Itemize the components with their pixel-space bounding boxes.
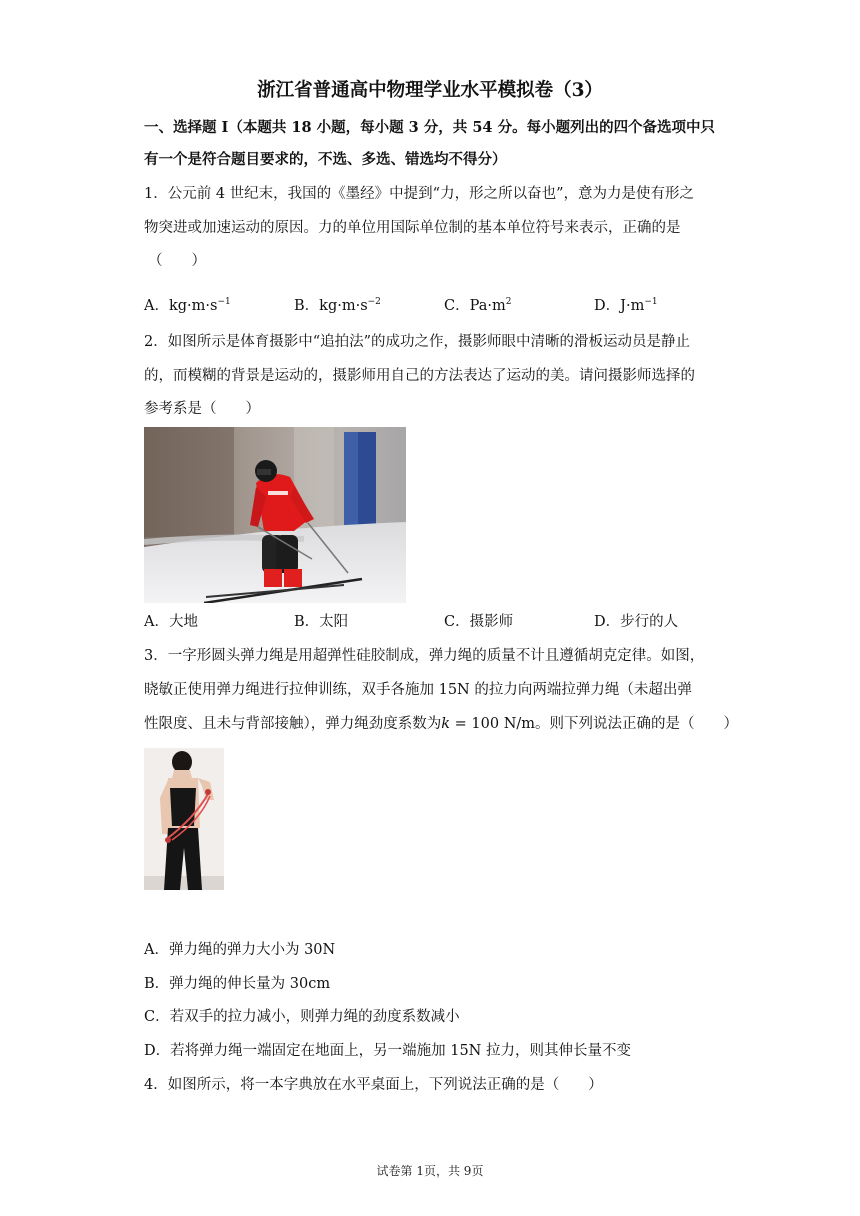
q3-text-line-2: 晓敏正使用弹力绳进行拉伸训练，双手各施加 15N 的拉力向两端拉弹力绳（未超出弹 <box>144 682 692 698</box>
stretch-band-photo <box>144 748 224 890</box>
k-variable: k <box>441 716 451 732</box>
q1-text-line-2: 物突进或加速运动的原因。力的单位用国际单位制的基本单位符号来表示，正确的是 <box>144 220 681 236</box>
q3-option-d: D．若将弹力绳一端固定在地面上，另一端施加 15N 拉力，则其伸长量不变 <box>144 1043 631 1059</box>
q3-option-c: C．若双手的拉力减小，则弹力绳的劲度系数减小 <box>144 1009 460 1025</box>
q1-option-b: B．$kg\cdot m\cdot s^{-2}$ <box>294 297 381 314</box>
q2-text-line-2: 的，而模糊的背景是运动的，摄影师用自己的方法表达了运动的美。请问摄影师选择的 <box>144 368 695 384</box>
q2-text-line-1: 2．如图所示是体育摄影中“追拍法”的成功之作，摄影师眼中清晰的滑板运动员是静止 <box>144 334 691 350</box>
section-heading-line-2: 有一个是符合题目要求的，不选、多选、错选均不得分） <box>144 151 507 168</box>
q3-option-b: B．弹力绳的伸长量为 30cm <box>144 976 331 992</box>
q3-option-a: A．弹力绳的弹力大小为 30N <box>144 942 336 958</box>
q2-text-line-3: 参考系是（ ） <box>144 401 260 417</box>
q2-option-b: B．太阳 <box>294 614 349 630</box>
q1-text-line-3: （ ） <box>148 253 206 269</box>
q2-option-a: A．大地 <box>144 614 198 630</box>
skier-photo <box>144 427 406 603</box>
q1-option-a: A．$kg\cdot m\cdot s^{-1}$ <box>144 297 231 314</box>
q1-option-c: C．$Pa\cdot m^2$ <box>444 297 512 314</box>
page-title: 浙江省普通高中物理学业水平模拟卷（3） <box>257 80 603 101</box>
q1-text-line-1: 1．公元前 4 世纪末，我国的《墨经》中提到“力，形之所以奋也”，意为力是使有形之 <box>144 186 694 202</box>
section-heading-line-1: 一、选择题 I（本题共 18 小题，每小题 3 分，共 54 分。每小题列出的四个备选项中只 <box>144 119 716 136</box>
q2-option-d: D．步行的人 <box>594 614 679 630</box>
q3-text-line-3: 性限度、且未与背部接触），弹力绳劲度系数为k = 100 N/m。则下列说法正确的是（ ） <box>144 716 739 732</box>
q1-option-d: D．$J\cdot m^{-1}$ <box>594 297 658 314</box>
page-footer: 试卷第 1页，共 9页 <box>376 1164 484 1178</box>
q3-text-line-1: 3．一字形圆头弹力绳是用超弹性硅胶制成，弹力绳的质量不计且遵循胡克定律。如图， <box>144 648 705 664</box>
q2-option-c: C．摄影师 <box>444 614 514 630</box>
q4-text-line-1: 4．如图所示，将一本字典放在水平桌面上，下列说法正确的是（ ） <box>144 1077 603 1093</box>
